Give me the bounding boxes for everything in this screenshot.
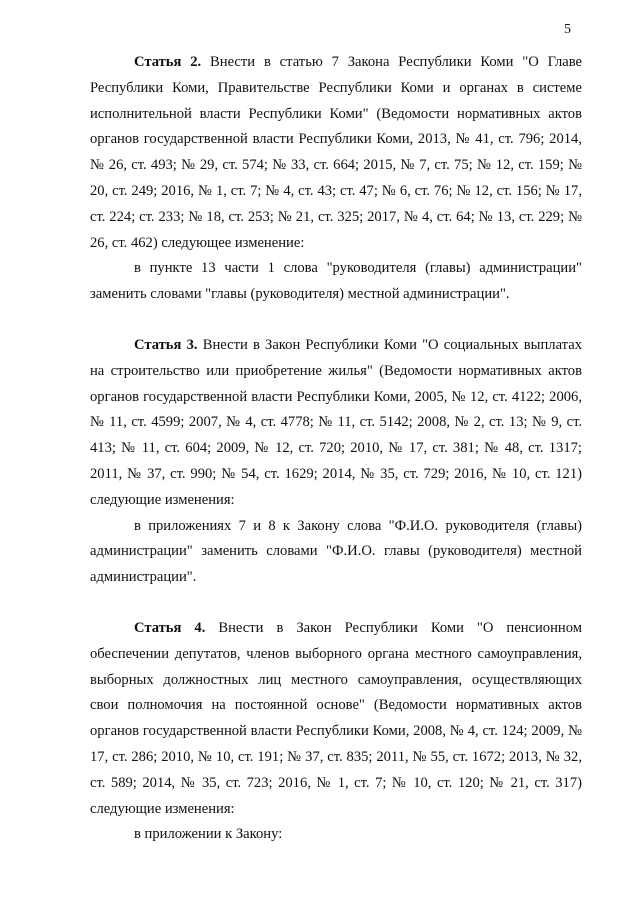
article-2: [90, 50, 582, 308]
article-3-title: Статья 3.: [134, 336, 198, 353]
article-2-intro-text: Внести в статью 7 Закона Республики Коми "О Главе Республики Коми, Правительстве Республики Коми и органах в системе исполнительной власти Республики Коми" (Ведомости нормативных актов органов государственной власти Республики Коми, 2013, № 41, ст. 796; 2014, № 26, ст. 493; № 29, ст. 574; № 33, ст. 664; 2015, № 7, ст. 75; № 12, ст. 159; № 20, ст. 249; 2016, № 1, ст. 7; № 4, ст. 43; ст. 47; № 6, ст. 76; № 12, ст. 156; № 17, ст. 224; ст. 233; № 18, ст. 253; № 21, ст. 325; 2017, № 4, ст. 64; № 13, ст. 229; № 26, ст. 462) следующее изменение:: [90, 54, 582, 251]
article-3: [90, 333, 582, 591]
document-body: [90, 50, 582, 848]
article-3-intro: [90, 333, 582, 514]
article-4: [90, 616, 582, 848]
article-4-intro-text: Внести в Закон Республики Коми "О пенсионном обеспечении депутатов, членов выборного органа местного самоуправления, выборных должностных лиц местного самоуправления, осуществляющих свои полномочия на постоянной основе" (Ведомости нормативных актов органов государственной власти Республики Коми, 2008, № 4, ст. 124; 2009, № 17, ст. 286; 2010, № 10, ст. 191; № 37, ст. 835; 2011, № 55, ст. 1672; 2013, № 32, ст. 589; 2014, № 35, ст. 723; 2016, № 1, ст. 7; № 10, ст. 120; № 21, ст. 317) следующие изменения:: [90, 619, 582, 817]
article-2-intro: [90, 50, 582, 256]
article-2-change: в пункте 13 части 1 слова "руководителя (главы) администрации" заменить словами "главы (руководителя) местной администрации".: [90, 260, 582, 303]
article-2-title: Статья 2.: [134, 54, 202, 70]
article-4-title: Статья 4.: [134, 619, 206, 636]
article-4-intro: [90, 616, 582, 822]
article-3-intro-text: Внести в Закон Республики Коми "О социальных выплатах на строительство или приобретение жилья" (Ведомости нормативных актов органов государственной власти Республики Коми, 2005, № 12, ст. 4122; 2006, № 11, ст. 4599; 2007, № 4, ст. 4778; № 11, ст. 5142; 2008, № 2, ст. 13; № 9, ст. 413; № 11, ст. 604; 2009, № 12, ст. 720; 2010, № 17, ст. 381; № 48, ст. 1317; 2011, № 37, ст. 990; № 54, ст. 1629; 2014, № 35, ст. 729; 2016, № 10, ст. 121) следующие изменения:: [90, 336, 582, 508]
article-4-change: в приложении к Закону:: [134, 826, 283, 843]
page-number: 5: [564, 22, 571, 37]
article-3-change: в приложениях 7 и 8 к Закону слова "Ф.И.О. руководителя (главы) администрации" заменить словами "Ф.И.О. главы (руководителя) местной администрации".: [90, 517, 582, 586]
